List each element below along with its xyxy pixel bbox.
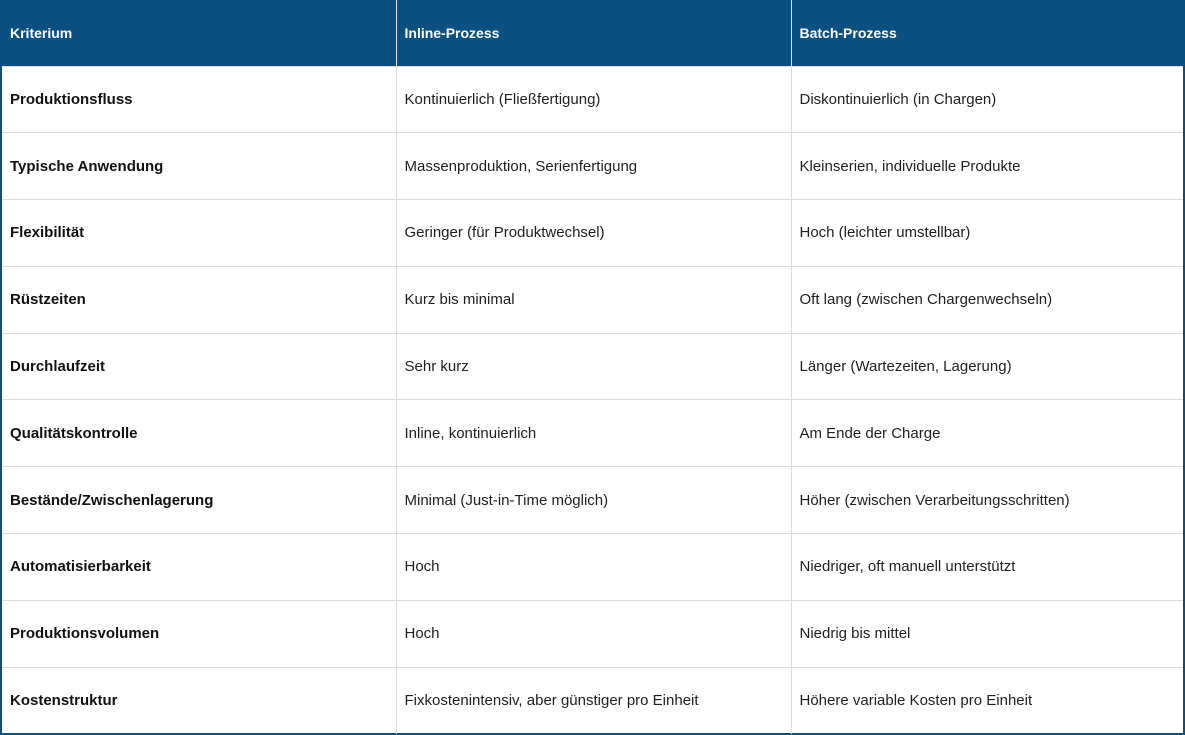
header-batch-prozess: Batch-Prozess bbox=[791, 0, 1183, 66]
header-row bbox=[2, 0, 1183, 66]
criterion-cell: Flexibilität bbox=[2, 200, 396, 267]
table-row bbox=[2, 266, 1183, 333]
table-body bbox=[2, 66, 1183, 734]
table-row bbox=[2, 400, 1183, 467]
table-row bbox=[2, 534, 1183, 601]
inline-cell: Hoch bbox=[396, 600, 791, 667]
batch-cell: Länger (Wartezeiten, Lagerung) bbox=[791, 333, 1183, 400]
batch-cell: Am Ende der Charge bbox=[791, 400, 1183, 467]
inline-cell: Minimal (Just-in-Time möglich) bbox=[396, 467, 791, 534]
header-kriterium: Kriterium bbox=[10, 24, 73, 41]
table-header bbox=[2, 0, 1183, 66]
criterion-cell: Automatisierbarkeit bbox=[2, 534, 396, 601]
table-row bbox=[2, 200, 1183, 267]
criterion-cell: Produktionsvolumen bbox=[2, 600, 396, 667]
criterion-cell: Qualitätskontrolle bbox=[2, 400, 396, 467]
inline-cell: Massenproduktion, Serienfertigung bbox=[396, 133, 791, 200]
inline-cell: Kurz bis minimal bbox=[396, 266, 791, 333]
header-inline-prozess: Inline-Prozess bbox=[396, 0, 791, 66]
inline-cell: Hoch bbox=[396, 534, 791, 601]
criterion-cell: Rüstzeiten bbox=[2, 266, 396, 333]
table-row bbox=[2, 600, 1183, 667]
table-row bbox=[2, 333, 1183, 400]
criterion-cell: Typische Anwendung bbox=[2, 133, 396, 200]
batch-cell: Kleinserien, individuelle Produkte bbox=[791, 133, 1183, 200]
criterion-cell: Durchlaufzeit bbox=[2, 333, 396, 400]
inline-cell: Sehr kurz bbox=[396, 333, 791, 400]
table-row bbox=[2, 667, 1183, 734]
batch-cell: Niedrig bis mittel bbox=[791, 600, 1183, 667]
inline-cell: Fixkostenintensiv, aber günstiger pro Einheit bbox=[396, 667, 791, 734]
inline-cell: Kontinuierlich (Fließfertigung) bbox=[396, 66, 791, 133]
table-row bbox=[2, 467, 1183, 534]
criterion-cell: Produktionsfluss bbox=[2, 66, 396, 133]
batch-cell: Höher (zwischen Verarbeitungsschritten) bbox=[791, 467, 1183, 534]
batch-cell: Höhere variable Kosten pro Einheit bbox=[791, 667, 1183, 734]
inline-cell: Geringer (für Produktwechsel) bbox=[396, 200, 791, 267]
batch-cell: Hoch (leichter umstellbar) bbox=[791, 200, 1183, 267]
table-row bbox=[2, 133, 1183, 200]
criterion-cell: Kostenstruktur bbox=[2, 667, 396, 734]
batch-cell: Diskontinuierlich (in Chargen) bbox=[791, 66, 1183, 133]
batch-cell: Oft lang (zwischen Chargenwechseln) bbox=[791, 266, 1183, 333]
batch-cell: Niedriger, oft manuell unterstützt bbox=[791, 534, 1183, 601]
table-row bbox=[2, 66, 1183, 133]
criterion-cell: Bestände/Zwischenlagerung bbox=[2, 467, 396, 534]
inline-cell: Inline, kontinuierlich bbox=[396, 400, 791, 467]
comparison-table bbox=[2, 0, 1183, 734]
